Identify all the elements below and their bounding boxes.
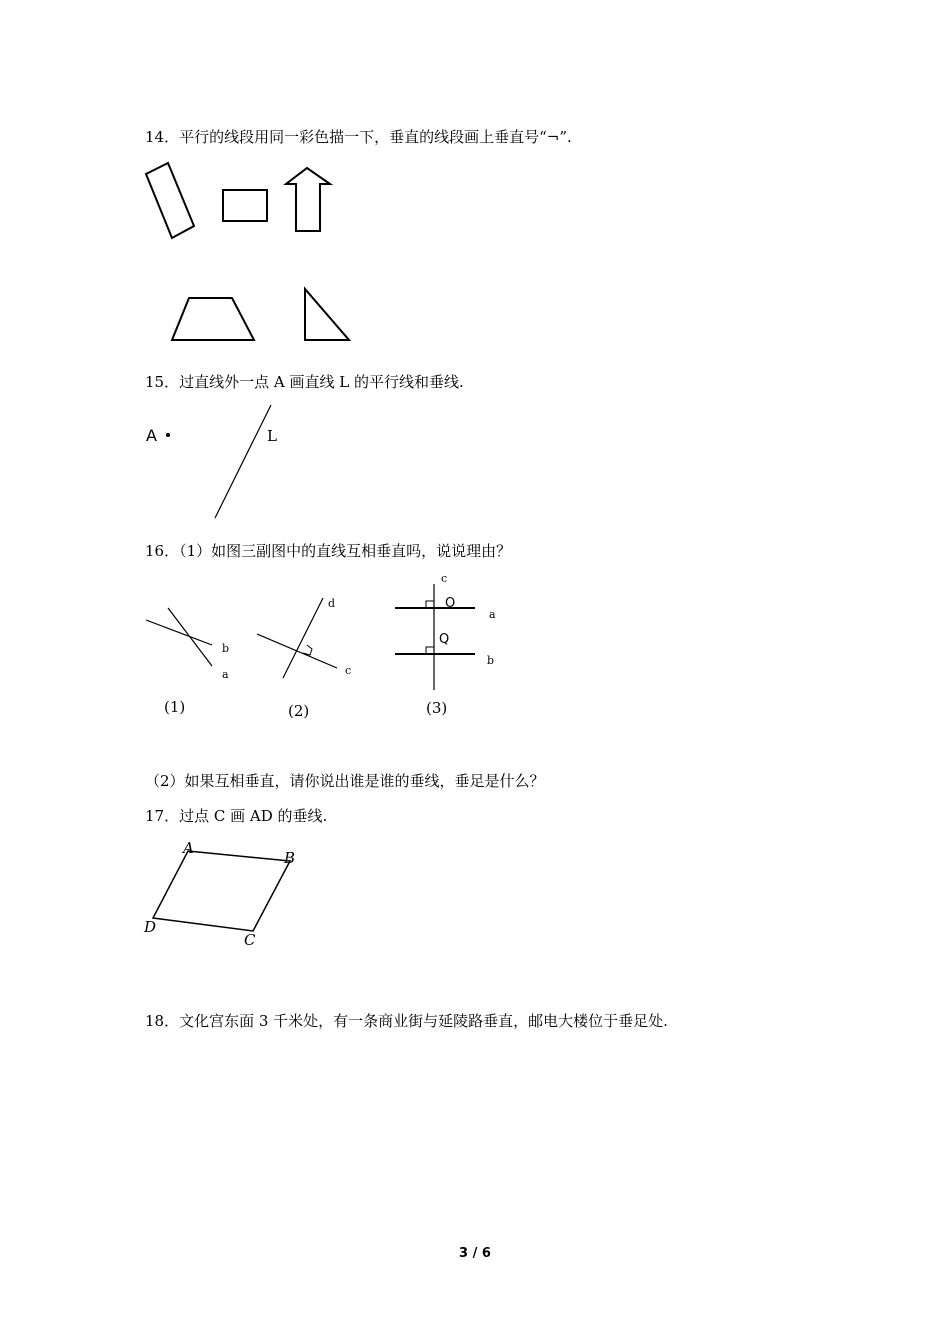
line-d [283,598,323,678]
fig3-label-b: b [487,654,495,667]
q16-figures [140,568,520,723]
fig2-caption: (2) [288,702,310,720]
fig3-point-o: O [445,596,456,611]
question-16: 16．（1）如图三副图中的直线互相垂直吗，说说理由？ [145,542,512,560]
line-b [146,620,212,645]
q16-figure-3 [395,572,496,717]
q15-figure [140,400,300,530]
point-a-dot [166,433,170,437]
line-l-label: L [267,427,277,445]
tilted-rectangle [146,163,194,238]
question-17: 17．过点 C 画 AD 的垂线. [145,807,328,825]
fig3-label-c: c [441,572,448,585]
fig3-caption: (3) [426,699,448,717]
fig1-caption: (1) [164,698,186,716]
vertex-a-label: A [183,839,194,857]
right-angle-mark-bottom [426,647,434,654]
question-15: 15．过直线外一点 A 画直线 L 的平行线和垂线. [145,373,464,391]
fig3-label-a: a [489,608,496,621]
line-l [215,405,271,518]
trapezoid [172,298,254,340]
line-c [257,634,337,668]
fig3-point-q: Q [439,632,450,647]
fig2-label-d: d [328,597,336,610]
fig1-label-b: b [222,642,230,655]
small-rectangle [223,190,267,221]
fig1-label-a: a [222,668,229,681]
vertex-d-label: D [144,918,157,936]
vertex-c-label: C [244,931,256,949]
point-a-label: A [146,426,157,445]
fig2-label-c: c [345,664,352,677]
question-14: 14．平行的线段用同一彩色描一下，垂直的线段画上垂直号“¬”. [145,128,572,146]
vertex-b-label: B [284,849,296,867]
parallelogram-abcd [153,851,290,931]
right-angle-mark-top [426,601,434,608]
question-16-part-2: （2）如果互相垂直，请你说出谁是谁的垂线，垂足是什么？ [145,772,545,790]
line-a [168,608,212,666]
arrow-shape [286,168,330,231]
q17-parallelogram-figure [140,835,320,955]
page-number: 3 / 6 [459,1246,491,1261]
question-18: 18．文化宫东面 3 千米处，有一条商业街与延陵路垂直，邮电大楼位于垂足处. [145,1012,668,1030]
q14-shapes-figure [140,160,370,350]
q16-figure-1 [146,608,229,716]
q16-figure-2 [257,597,351,720]
right-triangle [305,289,349,340]
right-angle-mark [303,645,312,655]
